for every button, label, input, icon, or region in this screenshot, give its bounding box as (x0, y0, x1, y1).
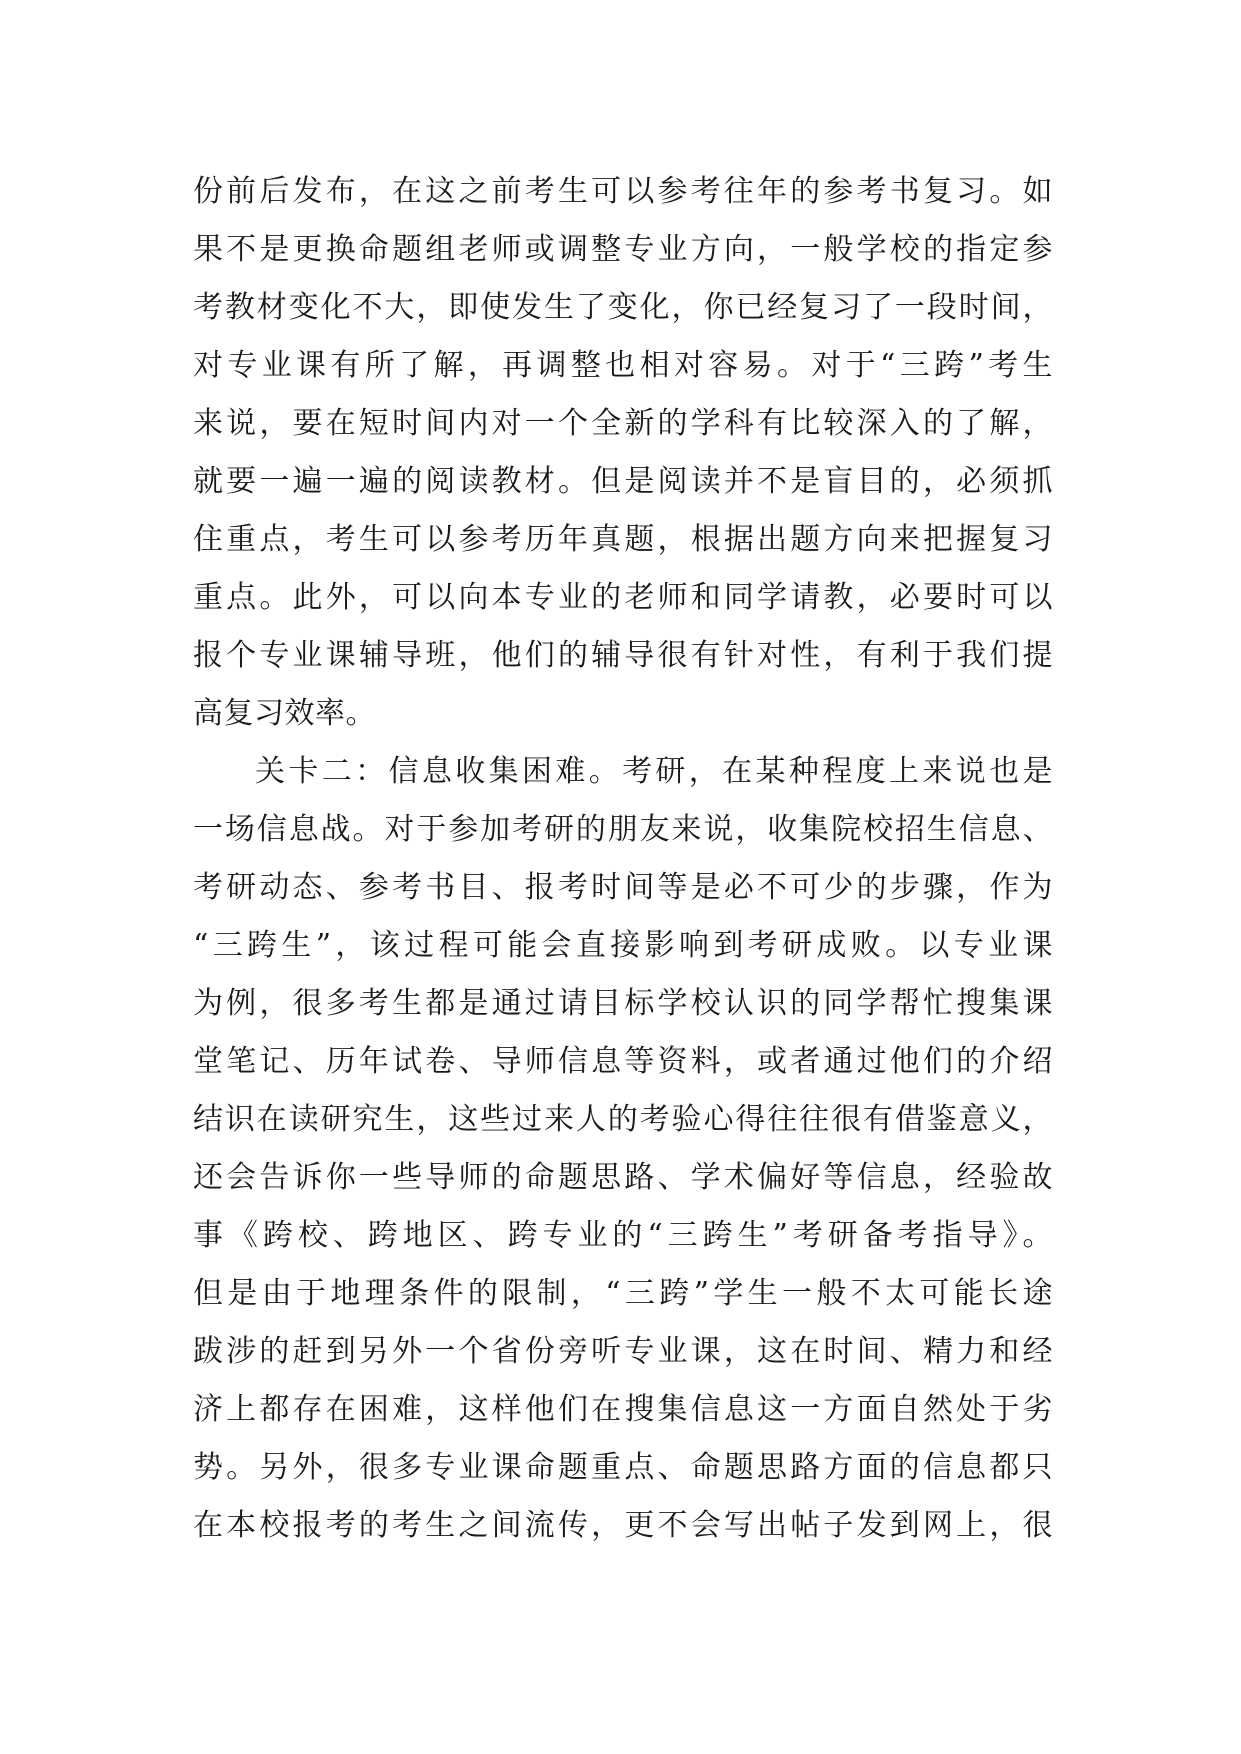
text-line: 来说，要在短时间内对一个全新的学科有比较深入的了解， (193, 406, 1053, 441)
text-line: 报个专业课辅导班，他们的辅导很有针对性，有利于我们提 (193, 638, 1053, 673)
text-line: 事《跨校、跨地区、跨专业的“三跨生”考研备考指导》。 (193, 1218, 1053, 1253)
text-line: 但是由于地理条件的限制，“三跨”学生一般不太可能长途 (193, 1276, 1053, 1311)
text-line: 还会告诉你一些导师的命题思路、学术偏好等信息，经验故 (193, 1160, 1053, 1195)
text-line: 份前后发布，在这之前考生可以参考往年的参考书复习。如 (193, 174, 1053, 209)
text-line: 高复习效率。 (193, 696, 376, 731)
text-line: 重点。此外，可以向本专业的老师和同学请教，必要时可以 (193, 580, 1053, 615)
text-line: 果不是更换命题组老师或调整专业方向，一般学校的指定参 (193, 232, 1053, 267)
text-line: “三跨生”，该过程可能会直接影响到考研成败。以专业课 (193, 928, 1053, 963)
text-line: 在本校报考的考生之间流传，更不会写出帖子发到网上，很 (193, 1508, 1053, 1543)
text-line: 势。另外，很多专业课命题重点、命题思路方面的信息都只 (193, 1450, 1053, 1485)
text-line: 一场信息战。对于参加考研的朋友来说，收集院校招生信息、 (193, 812, 1053, 847)
text-line: 济上都存在困难，这样他们在搜集信息这一方面自然处于劣 (193, 1392, 1053, 1427)
text-line: 住重点，考生可以参考历年真题，根据出题方向来把握复习 (193, 522, 1053, 557)
text-line: 考研动态、参考书目、报考时间等是必不可少的步骤，作为 (193, 870, 1053, 905)
text-line: 堂笔记、历年试卷、导师信息等资料，或者通过他们的介绍 (193, 1044, 1053, 1079)
text-line: 跋涉的赶到另外一个省份旁听专业课，这在时间、精力和经 (193, 1334, 1053, 1369)
text-line: 对专业课有所了解，再调整也相对容易。对于“三跨”考生 (193, 348, 1053, 383)
paragraph-first-line: 关卡二：信息收集困难。考研，在某种程度上来说也是 (255, 754, 1053, 789)
text-line: 考教材变化不大，即使发生了变化，你已经复习了一段时间， (193, 290, 1053, 325)
text-line: 结识在读研究生，这些过来人的考验心得往往很有借鉴意义， (193, 1102, 1053, 1137)
text-line: 为例，很多考生都是通过请目标学校认识的同学帮忙搜集课 (193, 986, 1053, 1021)
text-line: 就要一遍一遍的阅读教材。但是阅读并不是盲目的，必须抓 (193, 464, 1053, 499)
body-text (193, 163, 1053, 1555)
